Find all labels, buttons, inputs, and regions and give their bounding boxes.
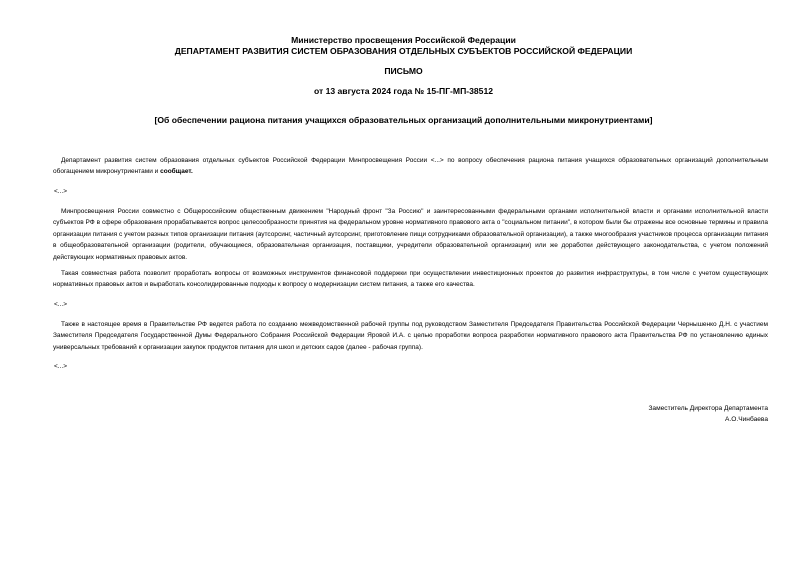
signature-position: Заместитель Директора Департамента bbox=[648, 405, 768, 412]
paragraph-working-group bbox=[53, 319, 768, 353]
paragraph-intro bbox=[53, 155, 768, 178]
paragraph-joint-work-text: Такая совместная работа позволит проработать вопросы от возможных инструментов финансовой поддержки при осуществлении инвестиционных проектов до развития инфраструктуры, в том числе с учетом существующих нормативных правовых актов и выработать консолидированные подходы к вопросу о модернизации систем питания, а также его качества. bbox=[53, 270, 768, 289]
paragraph-working-group-text: Также в настоящее время в Правительстве РФ ведется работа по созданию межведомственной рабочей группы под руководством Заместителя Председателя Правительства Российской Федерации Чернышенко Д.Н. с участием Заместителя Председателя Государственной Думы Федерального Собрания Российской Федерации Яровой И.А. с целью проработки вопроса разработки нормативного правового акта Правительства РФ по установлению единых универсальных требований к организации закупок продуктов питания для школ и детских садов (далее - рабочая группа). bbox=[53, 321, 768, 351]
document-type: ПИСЬМО bbox=[384, 66, 423, 76]
paragraph-joint-work bbox=[53, 268, 768, 291]
paragraph-intro-bold: сообщает. bbox=[160, 168, 193, 176]
paragraph-social-nutrition bbox=[53, 206, 768, 263]
paragraph-intro-text: Департамент развития систем образования отдельных субъектов Российской Федерации Минпросвещения России <...> по вопросу обеспечения рациона питания учащихся образовательных организаций дополнительным обогащением микронутриентами и bbox=[53, 157, 768, 176]
ministry-name: Министерство просвещения Российской Федерации bbox=[291, 35, 516, 45]
paragraph-social-nutrition-text: Минпросвещения России совместно с Общероссийским общественным движением "Народный фронт "За Россию" и заинтересованными федеральными органами исполнительной власти и органами исполнительной власти субъектов РФ в сфере образования прорабатывается вопрос целесообразности принятия на федеральном уровне нормативного правового акта о "социальном питании", в котором были бы отражены все основные термины и правила организации питания с учетом разных типов организации питания (аутсорсинг, частичный аутсорсинг, приготовление пищи сотрудниками образовательной организации), а также многообразия участников процесса организации питания в общеобразовательной организации (родители, обучающиеся, образовательная организация, поставщики, учредители образовательной организации) или же доработки действующего законодательства, с учетом положений действующих нормативных правовых актов. bbox=[53, 208, 768, 261]
document-subject: [Об обеспечении рациона питания учащихся образовательных организаций дополнительными микронутриентами] bbox=[154, 115, 653, 125]
omission-marker: <...> bbox=[54, 363, 68, 370]
document-date-number: от 13 августа 2024 года № 15-ПГ-МП-38512 bbox=[313, 86, 494, 96]
department-name: ДЕПАРТАМЕНТ РАЗВИТИЯ СИСТЕМ ОБРАЗОВАНИЯ ОТДЕЛЬНЫХ СУБЪЕКТОВ РОССИЙСКОЙ ФЕДЕРАЦИИ bbox=[174, 46, 633, 56]
omission-marker: <...> bbox=[54, 188, 68, 195]
omission-marker: <...> bbox=[54, 301, 68, 308]
signature-name: А.О.Чинбаева bbox=[725, 416, 768, 423]
